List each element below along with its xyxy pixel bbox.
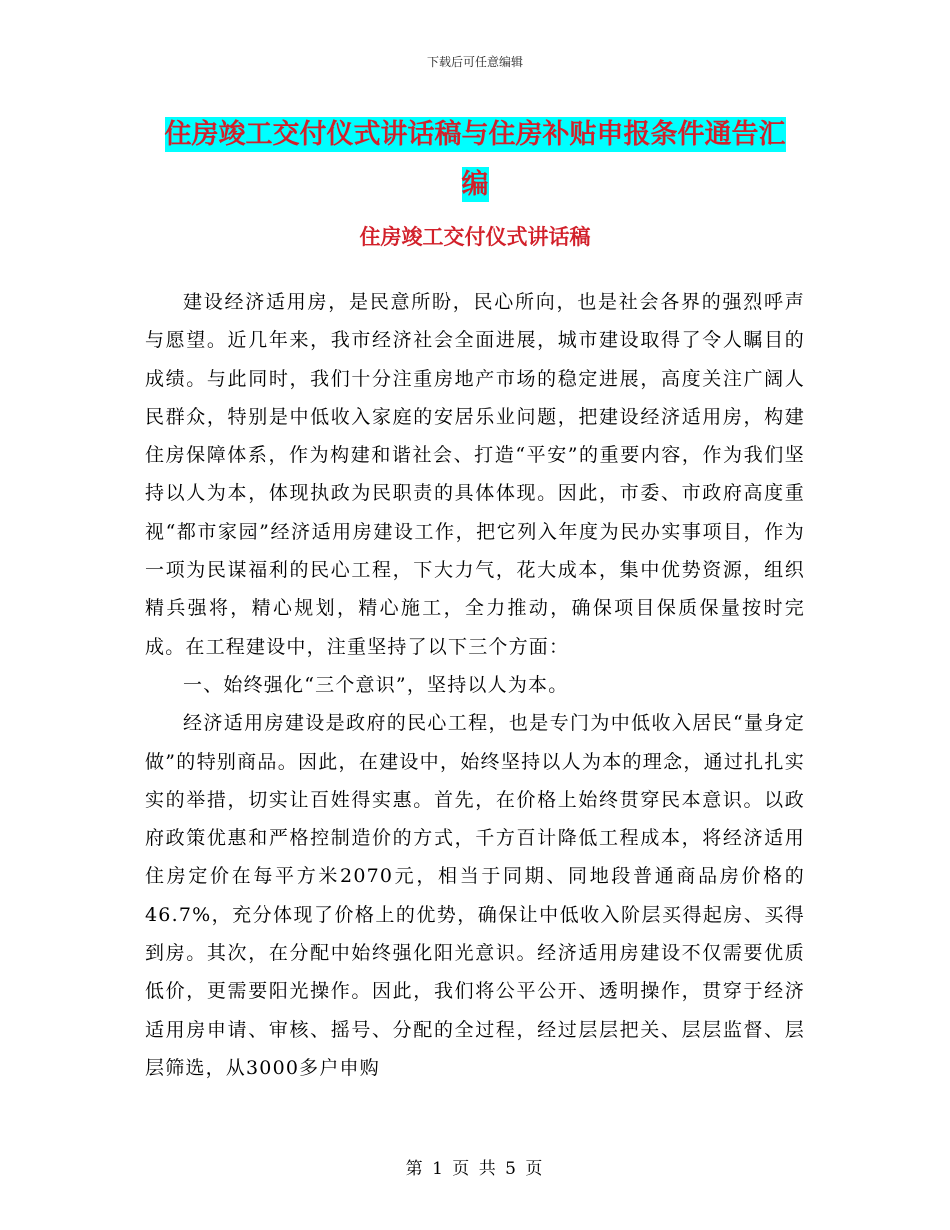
document-title-line-1: 住房竣工交付仪式讲话稿与住房补贴申报条件通告汇	[164, 119, 786, 150]
body-text	[145, 283, 805, 1087]
paragraph-detail: 经济适用房建设是政府的民心工程，也是专门为中低收入居民“量身定做”的特别商品。因此，在建设中，始终坚持以人为本的理念，通过扎扎实实的举措，切实让百姓得实惠。首先，在价格上始终贯穿民本意识。以政府政策优惠和严格控制造价的方式，千方百计降低工程成本，将经济适用住房定价在每平方米2070元，相当于同期、同地段普通商品房价格的46.7%，充分体现了价格上的优势，确保让中低收入阶层买得起房、买得到房。其次，在分配中始终强化阳光意识。经济适用房建设不仅需要优质低价，更需要阳光操作。因此，我们将公平公开、透明操作，贯穿于经济适用房申请、审核、摇号、分配的全过程，经过层层把关、层层监督、层层筛选，从3000多户申购	[145, 712, 805, 1079]
paragraph-heading-one: 一、始终强化“三个意识”，坚持以人为本。	[183, 673, 569, 696]
paragraph-intro: 建设经济适用房，是民意所盼，民心所向，也是社会各界的强烈呼声与愿望。近几年来，我市经济社会全面进展，城市建设取得了令人瞩目的成绩。与此同时，我们十分注重房地产市场的稳定进展，高度关注广阔人民群众，特别是中低收入家庭的安居乐业问题，把建设经济适用房，构建住房保障体系，作为构建和谐社会、打造“平安”的重要内容，作为我们坚持以人为本，体现执政为民职责的具体体现。因此，市委、市政府高度重视“都市家园”经济适用房建设工作，把它列入年度为民办实事项目，作为一项为民谋福利的民心工程，下大力气，花大成本，集中优势资源，组织精兵强将，精心规划，精心施工，全力推动，确保项目保质保量按时完成。在工程建设中，注重坚持了以下三个方面：	[145, 291, 805, 658]
header-note: 下载后可任意编辑	[426, 55, 523, 69]
section-title: 住房竣工交付仪式讲话稿	[359, 225, 591, 249]
page-footer: 第 1 页 共 5 页	[405, 1159, 545, 1179]
document-title	[145, 110, 805, 210]
document-title-line-2: 编	[461, 169, 489, 200]
